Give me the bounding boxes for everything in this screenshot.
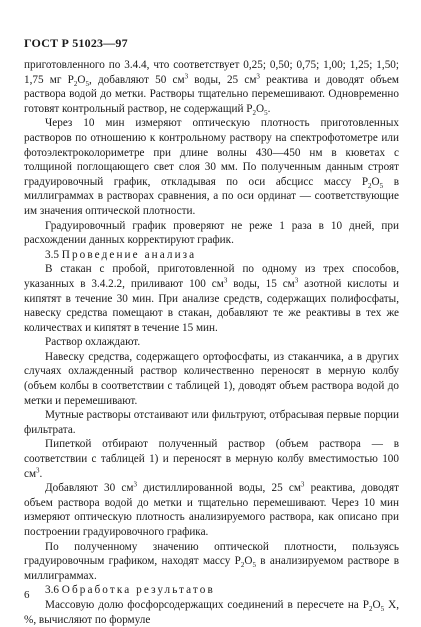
paragraph-pipette: Пипеткой отбирают полученный раствор (объем раствора — в соответствии с таблицей 1) и переносят в мерную колбу вместимостью 100 $см^3$. [24,438,399,480]
section-heading-3-5: 3.5 Проведение анализа [45,248,197,261]
paragraph-graph-check: Градуировочный график проверяют не реже 1 раза в 10 дней, при расхождении данных корректируют график. [24,219,399,247]
paragraph-mass-fraction: Массовую долю фосфорсодержащих соединений в пересчете на $P_2O_5$ X, %, вычисляют по формуле [24,598,399,626]
paragraph-measurement: Добавляют 30 $см^3$ дистиллированной воды, 25 $см^3$ реактива, доводят объем раствора водой до метки и тщательно перемешивают. Через 10 мин измеряют оптическую плотность анализируемого раствора, как описано при построении градуировочного графика. [24,480,400,538]
paragraph-mass-determination: По полученному значению оптической плотности, пользуясь градуировочным графиком, находят массу $P_2O_5$ в анализируемом растворе в миллиграммах. [24,540,399,582]
section-heading-3-6: 3.6 Обработка результатов [45,584,215,597]
paragraph-calibration-solutions: приготовленного по 3.4.4, что соответствует 0,25; 0,50; 0,75; 1,00; 1,25; 1,50; 1,75 мг $P_2O_5$, добавляют 50 $см^3$ воды, 25 $см^3$ реактива и доводят объем раствора водой до метки. Растворы тщательно перемешивают. Одновременно готовят контрольный раствор, не содержащий $P_2O_5$. [24,59,400,118]
paragraph-cooling: Раствор охлаждают. [45,336,141,349]
body-text [24,58,399,627]
paragraph-transfer: Навеску средства, содержащего ортофосфаты, из стаканчика, а в других случаях охлажденный раствор количественно переносят в мерную колбу (объем колбы в соответствии с таблицей 1), доводят объем раствора водой до метки и перемешивают. [24,350,399,407]
paragraph-filtering: Мутные растворы отстаивают или фильтруют, отбрасывая первые порции фильтрата. [24,409,399,436]
paragraph-optical-density: Через 10 мин измеряют оптическую плотность приготовленных растворов по отношению к контрольному раствору на спектрофотометре или фотоэлектроколориметре при длине волны 430—450 нм в кюветах с толщиной поглощающего свет слоя 30 мм. По полученным данным строят градуировочный график, откладывая по оси абсцисс массу $P_2O_5$ в миллиграммах в растворах сравнения, а по оси ординат — соответствующие им значения оптической плотности. [24,117,399,217]
page-number: 6 [24,589,30,601]
standard-code-header: ГОСТ Р 51023—97 [24,36,128,50]
paragraph-sample-preparation: В стакан с пробой, приготовленной по одному из трех способов, указанных в 3.4.2.2, приливают 100 $см^3$ воды, 15 $см^3$ азотной кислоты и кипятят в течение 30 мин. При анализе средств, содержащих полифосфаты, навеску средства помещают в стакан, добавляют те же реактивы в тех же количествах и кипятят в течение 15 мин. [24,263,399,334]
